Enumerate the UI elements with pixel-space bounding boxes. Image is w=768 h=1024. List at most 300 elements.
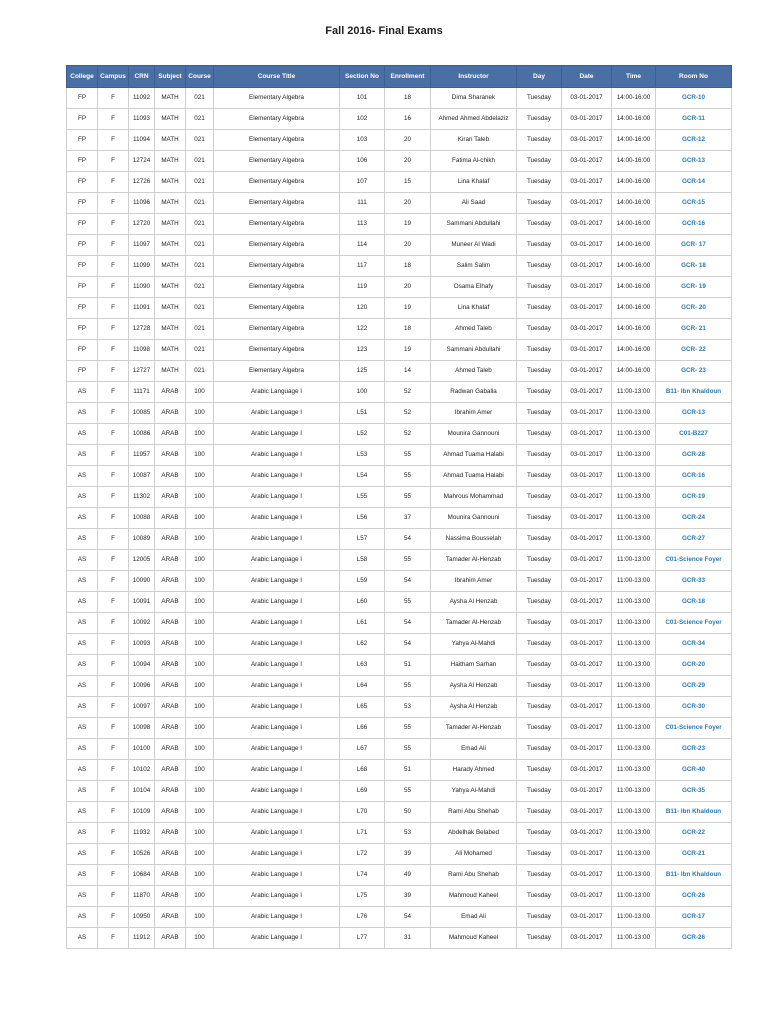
cell-enrollment: 49 — [385, 865, 431, 886]
cell-crn: 10085 — [129, 403, 155, 424]
cell-subject: ARAB — [155, 634, 186, 655]
cell-campus: F — [98, 865, 129, 886]
cell-enrollment: 20 — [385, 235, 431, 256]
cell-section-no: L59 — [340, 571, 385, 592]
table-row — [67, 361, 732, 382]
cell-college: FP — [67, 319, 98, 340]
cell-instructor: Ahmed Ahmed Abdelaziz — [431, 109, 517, 130]
cell-date: 03-01-2017 — [562, 718, 612, 739]
cell-section-no: L65 — [340, 697, 385, 718]
cell-college: FP — [67, 277, 98, 298]
cell-course-title: Arabic Language I — [214, 886, 340, 907]
cell-enrollment: 39 — [385, 886, 431, 907]
cell-campus: F — [98, 319, 129, 340]
cell-instructor: Mounira Gannouni — [431, 508, 517, 529]
cell-subject: MATH — [155, 256, 186, 277]
table-row — [67, 235, 732, 256]
cell-day: Tuesday — [517, 592, 562, 613]
cell-section-no: L70 — [340, 802, 385, 823]
cell-college: FP — [67, 172, 98, 193]
cell-course-title: Elementary Algebra — [214, 193, 340, 214]
cell-room-no: GCR-40 — [656, 760, 732, 781]
cell-campus: F — [98, 214, 129, 235]
cell-instructor: Ahmad Tuama Halabi — [431, 466, 517, 487]
cell-course: 021 — [186, 172, 214, 193]
cell-section-no: L71 — [340, 823, 385, 844]
cell-date: 03-01-2017 — [562, 676, 612, 697]
cell-enrollment: 54 — [385, 613, 431, 634]
cell-room-no: GCR- 17 — [656, 235, 732, 256]
cell-day: Tuesday — [517, 634, 562, 655]
table-row — [67, 130, 732, 151]
cell-course-title: Arabic Language I — [214, 823, 340, 844]
cell-college: FP — [67, 214, 98, 235]
cell-day: Tuesday — [517, 88, 562, 109]
cell-section-no: 123 — [340, 340, 385, 361]
cell-course: 100 — [186, 718, 214, 739]
cell-college: AS — [67, 886, 98, 907]
cell-section-no: L58 — [340, 550, 385, 571]
cell-crn: 11092 — [129, 88, 155, 109]
cell-course: 021 — [186, 214, 214, 235]
cell-day: Tuesday — [517, 109, 562, 130]
cell-course: 021 — [186, 235, 214, 256]
cell-instructor: Ali Saad — [431, 193, 517, 214]
cell-course-title: Arabic Language I — [214, 424, 340, 445]
cell-enrollment: 20 — [385, 130, 431, 151]
cell-room-no: C01-Science Foyer — [656, 550, 732, 571]
cell-campus: F — [98, 823, 129, 844]
table-row — [67, 655, 732, 676]
cell-course-title: Arabic Language I — [214, 445, 340, 466]
cell-room-no: GCR-35 — [656, 781, 732, 802]
cell-time: 11:00-13:00 — [612, 718, 656, 739]
cell-section-no: 106 — [340, 151, 385, 172]
cell-course: 100 — [186, 634, 214, 655]
cell-day: Tuesday — [517, 550, 562, 571]
cell-college: AS — [67, 634, 98, 655]
cell-crn: 11097 — [129, 235, 155, 256]
cell-crn: 10088 — [129, 508, 155, 529]
cell-day: Tuesday — [517, 487, 562, 508]
cell-course: 100 — [186, 613, 214, 634]
cell-time: 11:00-13:00 — [612, 403, 656, 424]
cell-time: 11:00-13:00 — [612, 424, 656, 445]
cell-date: 03-01-2017 — [562, 130, 612, 151]
cell-crn: 11171 — [129, 382, 155, 403]
table-row — [67, 487, 732, 508]
header-enrollment: Enrollment — [385, 66, 431, 88]
cell-day: Tuesday — [517, 718, 562, 739]
cell-course: 100 — [186, 760, 214, 781]
header-subject: Subject — [155, 66, 186, 88]
cell-instructor: Tamader Al-Henzab — [431, 550, 517, 571]
cell-day: Tuesday — [517, 214, 562, 235]
cell-instructor: Abdelhak Belabed — [431, 823, 517, 844]
cell-date: 03-01-2017 — [562, 256, 612, 277]
cell-enrollment: 14 — [385, 361, 431, 382]
cell-room-no: GCR-30 — [656, 697, 732, 718]
cell-course-title: Arabic Language I — [214, 802, 340, 823]
cell-enrollment: 55 — [385, 445, 431, 466]
cell-room-no: GCR- 19 — [656, 277, 732, 298]
cell-enrollment: 55 — [385, 739, 431, 760]
cell-instructor: Ahmed Taleb — [431, 361, 517, 382]
cell-enrollment: 19 — [385, 340, 431, 361]
cell-day: Tuesday — [517, 277, 562, 298]
table-row — [67, 802, 732, 823]
cell-course: 021 — [186, 319, 214, 340]
cell-crn: 10104 — [129, 781, 155, 802]
cell-section-no: L54 — [340, 466, 385, 487]
cell-instructor: Tamader Al-Henzab — [431, 718, 517, 739]
cell-enrollment: 55 — [385, 592, 431, 613]
cell-time: 11:00-13:00 — [612, 529, 656, 550]
cell-subject: MATH — [155, 298, 186, 319]
cell-section-no: 122 — [340, 319, 385, 340]
cell-course: 021 — [186, 298, 214, 319]
cell-enrollment: 53 — [385, 823, 431, 844]
table-row — [67, 508, 732, 529]
cell-room-no: GCR-12 — [656, 130, 732, 151]
cell-crn: 10098 — [129, 718, 155, 739]
cell-course-title: Arabic Language I — [214, 928, 340, 949]
cell-college: AS — [67, 928, 98, 949]
cell-course-title: Elementary Algebra — [214, 151, 340, 172]
cell-date: 03-01-2017 — [562, 907, 612, 928]
cell-section-no: L76 — [340, 907, 385, 928]
cell-instructor: Yahya Al-Mahdi — [431, 781, 517, 802]
cell-college: AS — [67, 613, 98, 634]
cell-campus: F — [98, 172, 129, 193]
header-day: Day — [517, 66, 562, 88]
cell-college: AS — [67, 424, 98, 445]
cell-date: 03-01-2017 — [562, 361, 612, 382]
cell-time: 11:00-13:00 — [612, 466, 656, 487]
cell-section-no: L63 — [340, 655, 385, 676]
cell-subject: ARAB — [155, 592, 186, 613]
cell-campus: F — [98, 781, 129, 802]
cell-room-no: GCR-18 — [656, 592, 732, 613]
cell-time: 14:00-16:00 — [612, 298, 656, 319]
header-campus: Campus — [98, 66, 129, 88]
cell-date: 03-01-2017 — [562, 151, 612, 172]
cell-crn: 12005 — [129, 550, 155, 571]
table-row — [67, 634, 732, 655]
cell-subject: ARAB — [155, 697, 186, 718]
cell-subject: ARAB — [155, 487, 186, 508]
cell-campus: F — [98, 571, 129, 592]
cell-crn: 10102 — [129, 760, 155, 781]
cell-enrollment: 51 — [385, 655, 431, 676]
cell-instructor: Nassima Bousselah — [431, 529, 517, 550]
cell-time: 11:00-13:00 — [612, 844, 656, 865]
cell-section-no: L52 — [340, 424, 385, 445]
cell-time: 14:00-16:00 — [612, 277, 656, 298]
cell-campus: F — [98, 739, 129, 760]
cell-date: 03-01-2017 — [562, 529, 612, 550]
cell-time: 11:00-13:00 — [612, 487, 656, 508]
cell-crn: 10109 — [129, 802, 155, 823]
cell-crn: 10090 — [129, 571, 155, 592]
cell-enrollment: 37 — [385, 508, 431, 529]
cell-room-no: GCR-11 — [656, 109, 732, 130]
cell-course: 100 — [186, 571, 214, 592]
cell-college: AS — [67, 403, 98, 424]
header-crn: CRN — [129, 66, 155, 88]
cell-date: 03-01-2017 — [562, 760, 612, 781]
cell-instructor: Lina Khalaf — [431, 172, 517, 193]
cell-crn: 10092 — [129, 613, 155, 634]
cell-campus: F — [98, 718, 129, 739]
cell-crn: 11098 — [129, 340, 155, 361]
cell-date: 03-01-2017 — [562, 403, 612, 424]
cell-campus: F — [98, 760, 129, 781]
cell-section-no: 111 — [340, 193, 385, 214]
cell-subject: ARAB — [155, 760, 186, 781]
cell-section-no: L69 — [340, 781, 385, 802]
cell-time: 11:00-13:00 — [612, 592, 656, 613]
cell-instructor: Aysha Al Henzab — [431, 676, 517, 697]
cell-section-no: 103 — [340, 130, 385, 151]
cell-subject: ARAB — [155, 886, 186, 907]
table-row — [67, 256, 732, 277]
cell-enrollment: 20 — [385, 193, 431, 214]
cell-course-title: Arabic Language I — [214, 655, 340, 676]
cell-date: 03-01-2017 — [562, 214, 612, 235]
cell-day: Tuesday — [517, 340, 562, 361]
cell-room-no: GCR- 23 — [656, 361, 732, 382]
cell-course: 100 — [186, 445, 214, 466]
cell-college: AS — [67, 781, 98, 802]
cell-crn: 12720 — [129, 214, 155, 235]
cell-crn: 12724 — [129, 151, 155, 172]
cell-subject: ARAB — [155, 529, 186, 550]
cell-campus: F — [98, 487, 129, 508]
cell-enrollment: 52 — [385, 424, 431, 445]
cell-campus: F — [98, 382, 129, 403]
cell-course-title: Elementary Algebra — [214, 88, 340, 109]
cell-instructor: Mahrous Mohammad — [431, 487, 517, 508]
cell-room-no: GCR-17 — [656, 907, 732, 928]
cell-course-title: Arabic Language I — [214, 844, 340, 865]
cell-section-no: L62 — [340, 634, 385, 655]
cell-date: 03-01-2017 — [562, 508, 612, 529]
cell-subject: ARAB — [155, 466, 186, 487]
cell-date: 03-01-2017 — [562, 319, 612, 340]
cell-time: 11:00-13:00 — [612, 865, 656, 886]
cell-instructor: Haitham Sarhan — [431, 655, 517, 676]
cell-date: 03-01-2017 — [562, 844, 612, 865]
cell-enrollment: 20 — [385, 277, 431, 298]
cell-enrollment: 55 — [385, 466, 431, 487]
cell-date: 03-01-2017 — [562, 865, 612, 886]
cell-instructor: Aysha Al Henzab — [431, 592, 517, 613]
cell-date: 03-01-2017 — [562, 550, 612, 571]
cell-room-no: B11- Ibn Khaldoun — [656, 865, 732, 886]
cell-date: 03-01-2017 — [562, 340, 612, 361]
cell-campus: F — [98, 130, 129, 151]
cell-course-title: Elementary Algebra — [214, 235, 340, 256]
cell-date: 03-01-2017 — [562, 298, 612, 319]
cell-time: 14:00-16:00 — [612, 151, 656, 172]
cell-college: AS — [67, 760, 98, 781]
cell-enrollment: 55 — [385, 676, 431, 697]
table-row — [67, 88, 732, 109]
cell-room-no: GCR-15 — [656, 193, 732, 214]
cell-college: FP — [67, 235, 98, 256]
cell-crn: 11932 — [129, 823, 155, 844]
cell-time: 11:00-13:00 — [612, 676, 656, 697]
table-row — [67, 823, 732, 844]
cell-college: AS — [67, 571, 98, 592]
cell-time: 14:00-16:00 — [612, 256, 656, 277]
cell-course: 100 — [186, 550, 214, 571]
cell-room-no: GCR-26 — [656, 928, 732, 949]
cell-room-no: GCR-29 — [656, 676, 732, 697]
cell-crn: 12726 — [129, 172, 155, 193]
cell-course-title: Arabic Language I — [214, 382, 340, 403]
cell-subject: MATH — [155, 277, 186, 298]
cell-campus: F — [98, 277, 129, 298]
cell-campus: F — [98, 634, 129, 655]
cell-time: 11:00-13:00 — [612, 697, 656, 718]
cell-campus: F — [98, 844, 129, 865]
cell-campus: F — [98, 361, 129, 382]
cell-crn: 10096 — [129, 676, 155, 697]
cell-time: 11:00-13:00 — [612, 613, 656, 634]
cell-course-title: Arabic Language I — [214, 634, 340, 655]
cell-date: 03-01-2017 — [562, 109, 612, 130]
cell-course-title: Arabic Language I — [214, 907, 340, 928]
cell-course: 100 — [186, 802, 214, 823]
cell-crn: 10684 — [129, 865, 155, 886]
cell-campus: F — [98, 298, 129, 319]
cell-college: AS — [67, 739, 98, 760]
cell-course-title: Elementary Algebra — [214, 340, 340, 361]
cell-room-no: GCR-28 — [656, 445, 732, 466]
table-row — [67, 928, 732, 949]
table-row — [67, 403, 732, 424]
cell-time: 14:00-16:00 — [612, 235, 656, 256]
cell-time: 11:00-13:00 — [612, 382, 656, 403]
table-row — [67, 277, 732, 298]
cell-time: 14:00-16:00 — [612, 193, 656, 214]
cell-date: 03-01-2017 — [562, 571, 612, 592]
cell-crn: 11094 — [129, 130, 155, 151]
cell-room-no: GCR-27 — [656, 529, 732, 550]
header-section-no: Section No — [340, 66, 385, 88]
cell-crn: 10089 — [129, 529, 155, 550]
header-college: College — [67, 66, 98, 88]
cell-section-no: 119 — [340, 277, 385, 298]
cell-subject: ARAB — [155, 403, 186, 424]
cell-course-title: Arabic Language I — [214, 487, 340, 508]
table-row — [67, 445, 732, 466]
cell-enrollment: 52 — [385, 403, 431, 424]
cell-subject: ARAB — [155, 508, 186, 529]
cell-course: 021 — [186, 340, 214, 361]
cell-course: 100 — [186, 844, 214, 865]
cell-time: 11:00-13:00 — [612, 634, 656, 655]
cell-enrollment: 16 — [385, 109, 431, 130]
cell-course: 021 — [186, 256, 214, 277]
cell-day: Tuesday — [517, 319, 562, 340]
cell-day: Tuesday — [517, 760, 562, 781]
table-row — [67, 739, 732, 760]
cell-date: 03-01-2017 — [562, 235, 612, 256]
cell-campus: F — [98, 697, 129, 718]
cell-section-no: L75 — [340, 886, 385, 907]
cell-enrollment: 51 — [385, 760, 431, 781]
cell-instructor: Ahmad Tuama Halabi — [431, 445, 517, 466]
table-row — [67, 172, 732, 193]
cell-room-no: GCR-10 — [656, 88, 732, 109]
cell-subject: ARAB — [155, 676, 186, 697]
cell-campus: F — [98, 256, 129, 277]
cell-crn: 10093 — [129, 634, 155, 655]
cell-subject: ARAB — [155, 865, 186, 886]
cell-course-title: Arabic Language I — [214, 760, 340, 781]
cell-day: Tuesday — [517, 928, 562, 949]
cell-subject: ARAB — [155, 445, 186, 466]
cell-subject: ARAB — [155, 802, 186, 823]
cell-subject: ARAB — [155, 571, 186, 592]
cell-enrollment: 50 — [385, 802, 431, 823]
cell-subject: MATH — [155, 340, 186, 361]
cell-enrollment: 54 — [385, 529, 431, 550]
cell-section-no: L64 — [340, 676, 385, 697]
cell-campus: F — [98, 466, 129, 487]
cell-enrollment: 53 — [385, 697, 431, 718]
cell-time: 11:00-13:00 — [612, 802, 656, 823]
cell-room-no: GCR-23 — [656, 739, 732, 760]
cell-instructor: Dima Sharanek — [431, 88, 517, 109]
cell-enrollment: 19 — [385, 214, 431, 235]
cell-course: 100 — [186, 928, 214, 949]
cell-section-no: L68 — [340, 760, 385, 781]
cell-subject: ARAB — [155, 424, 186, 445]
header-row — [67, 66, 732, 88]
cell-day: Tuesday — [517, 697, 562, 718]
cell-room-no: GCR-13 — [656, 403, 732, 424]
table-row — [67, 340, 732, 361]
cell-date: 03-01-2017 — [562, 613, 612, 634]
cell-day: Tuesday — [517, 907, 562, 928]
cell-college: FP — [67, 361, 98, 382]
cell-college: FP — [67, 151, 98, 172]
cell-course-title: Elementary Algebra — [214, 298, 340, 319]
cell-instructor: Harady Ahmed — [431, 760, 517, 781]
cell-crn: 11870 — [129, 886, 155, 907]
cell-course-title: Arabic Language I — [214, 697, 340, 718]
cell-day: Tuesday — [517, 172, 562, 193]
cell-date: 03-01-2017 — [562, 172, 612, 193]
cell-subject: MATH — [155, 172, 186, 193]
cell-campus: F — [98, 655, 129, 676]
cell-section-no: 101 — [340, 88, 385, 109]
cell-day: Tuesday — [517, 130, 562, 151]
cell-section-no: L60 — [340, 592, 385, 613]
table-row — [67, 529, 732, 550]
cell-section-no: L66 — [340, 718, 385, 739]
cell-date: 03-01-2017 — [562, 928, 612, 949]
cell-crn: 11090 — [129, 277, 155, 298]
cell-college: AS — [67, 445, 98, 466]
cell-subject: MATH — [155, 88, 186, 109]
table-body — [67, 88, 732, 949]
cell-day: Tuesday — [517, 865, 562, 886]
